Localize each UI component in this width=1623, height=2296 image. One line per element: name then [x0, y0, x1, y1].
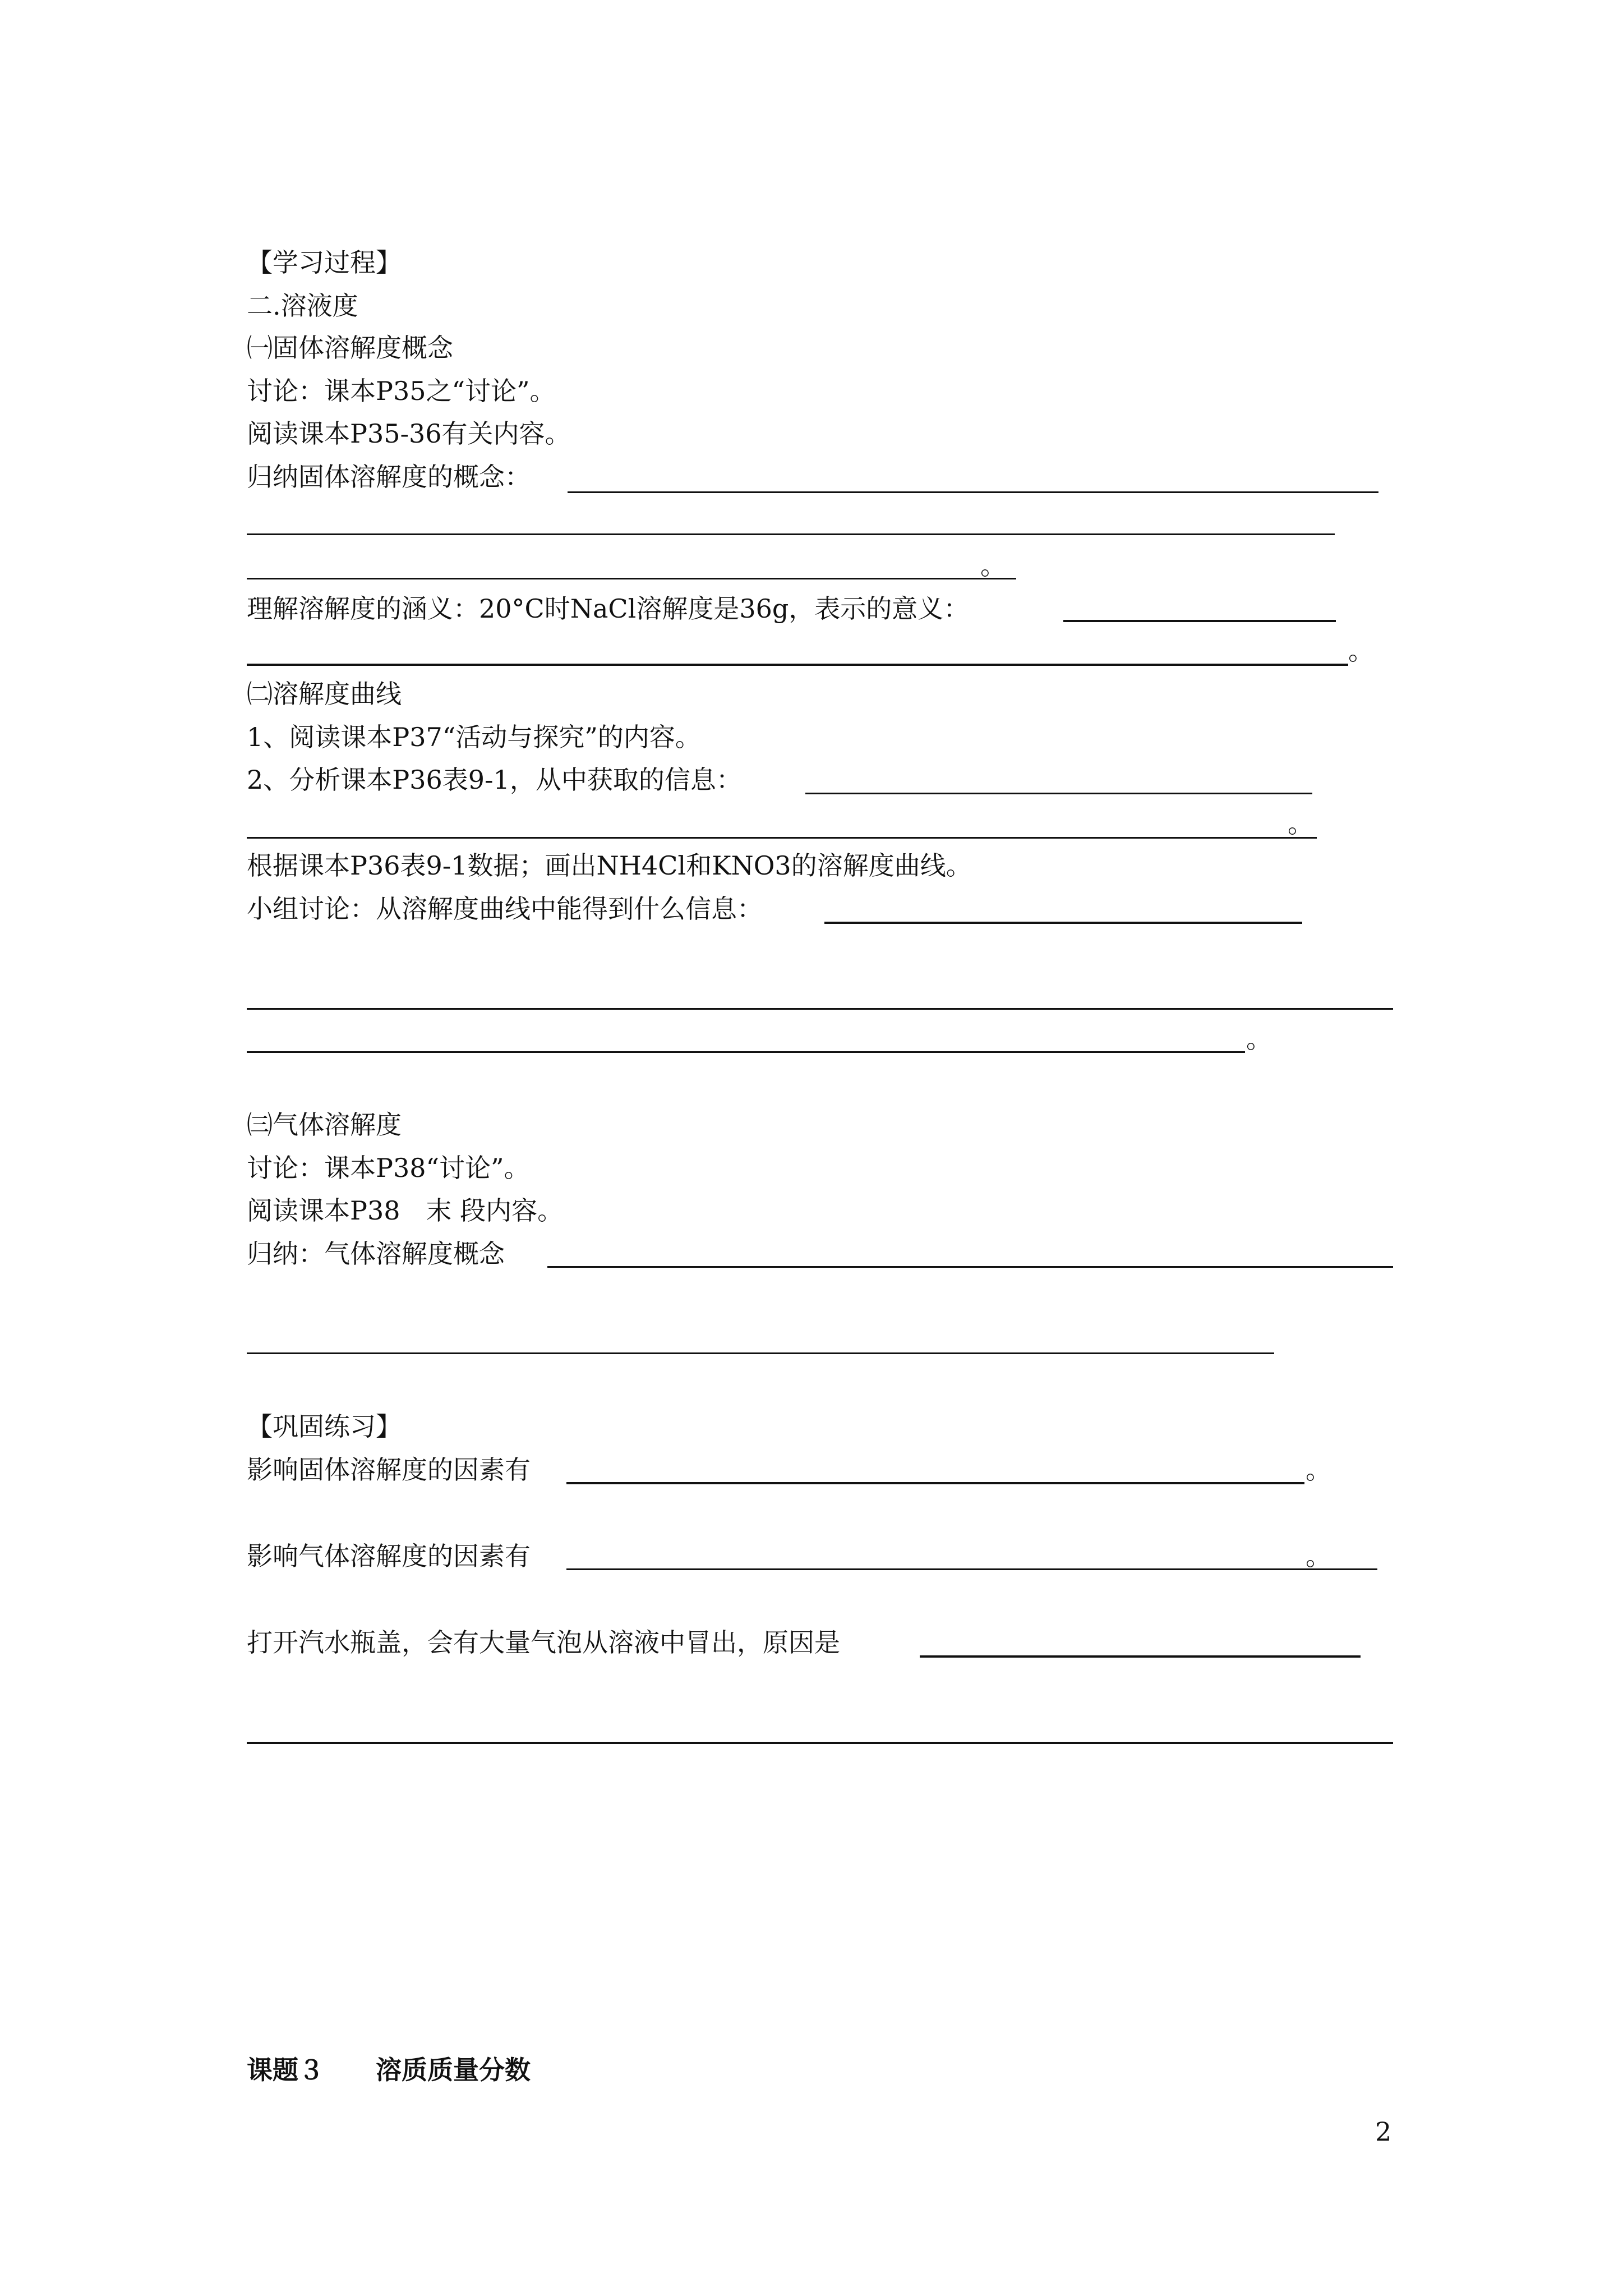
next-lesson-title: 课题３ 溶质质量分数 [247, 2055, 531, 2085]
answer-line[interactable] [247, 578, 1016, 579]
part-title: 二.溶液度 [247, 291, 358, 321]
sub3-title: ㈢气体溶解度 [247, 1110, 402, 1140]
sub2-draw: 根据课本P36表9-1数据；画出NH4Cl和KNO3的溶解度曲线。 [247, 850, 972, 881]
sub1-read: 阅读课本P35-36有关内容。 [247, 418, 571, 449]
answer-line[interactable] [547, 1266, 1393, 1268]
practice-header: 【巩固练习】 [247, 1411, 402, 1442]
sub3-summarize: 归纳：气体溶解度概念 [247, 1239, 505, 1269]
answer-line[interactable] [247, 1352, 1274, 1354]
answer-line[interactable] [824, 922, 1302, 924]
answer-line[interactable] [247, 664, 1348, 666]
answer-line[interactable] [1063, 620, 1336, 622]
answer-line[interactable] [568, 491, 1378, 493]
end-period: 。 [1246, 1024, 1272, 1054]
answer-line[interactable] [247, 1051, 1245, 1053]
end-period: 。 [1306, 1541, 1331, 1571]
end-period: 。 [980, 550, 1006, 581]
answer-line[interactable] [566, 1568, 1377, 1570]
sub1-summarize: 归纳固体溶解度的概念： [247, 462, 531, 492]
answer-line[interactable] [566, 1482, 1304, 1484]
page-number: 2 [1375, 2116, 1392, 2147]
answer-line[interactable] [247, 1742, 1393, 1744]
practice-q2: 影响气体溶解度的因素有 [247, 1541, 531, 1571]
end-period: 。 [1306, 1455, 1331, 1485]
answer-line[interactable] [247, 533, 1335, 535]
sub2-item1: 1、阅读课本P37“活动与探究”的内容。 [247, 722, 701, 752]
sub1-title: ㈠固体溶解度概念 [247, 333, 453, 363]
sub1-discuss: 讨论：课本P35之“讨论”。 [247, 376, 556, 406]
end-period: 。 [1288, 808, 1313, 839]
sub2-group: 小组讨论：从溶解度曲线中能得到什么信息： [247, 894, 763, 924]
practice-q1: 影响固体溶解度的因素有 [247, 1455, 531, 1485]
answer-line[interactable] [920, 1655, 1361, 1658]
section-header: 【学习过程】 [247, 247, 402, 278]
sub2-item2: 2、分析课本P36表9-1，从中获取的信息： [247, 765, 742, 795]
practice-q3: 打开汽水瓶盖，会有大量气泡从溶液中冒出，原因是 [247, 1627, 840, 1658]
sub3-read: 阅读课本P38 末 段内容。 [247, 1195, 564, 1226]
answer-line[interactable] [805, 793, 1312, 794]
sub3-discuss: 讨论：课本P38“讨论”。 [247, 1153, 530, 1183]
answer-line[interactable] [247, 1008, 1393, 1010]
sub1-meaning: 理解溶解度的涵义：20°C时NaCl溶解度是36g，表示的意义： [247, 593, 970, 624]
end-period: 。 [1348, 636, 1374, 666]
answer-line[interactable] [247, 837, 1317, 839]
sub2-title: ㈡溶解度曲线 [247, 679, 402, 709]
